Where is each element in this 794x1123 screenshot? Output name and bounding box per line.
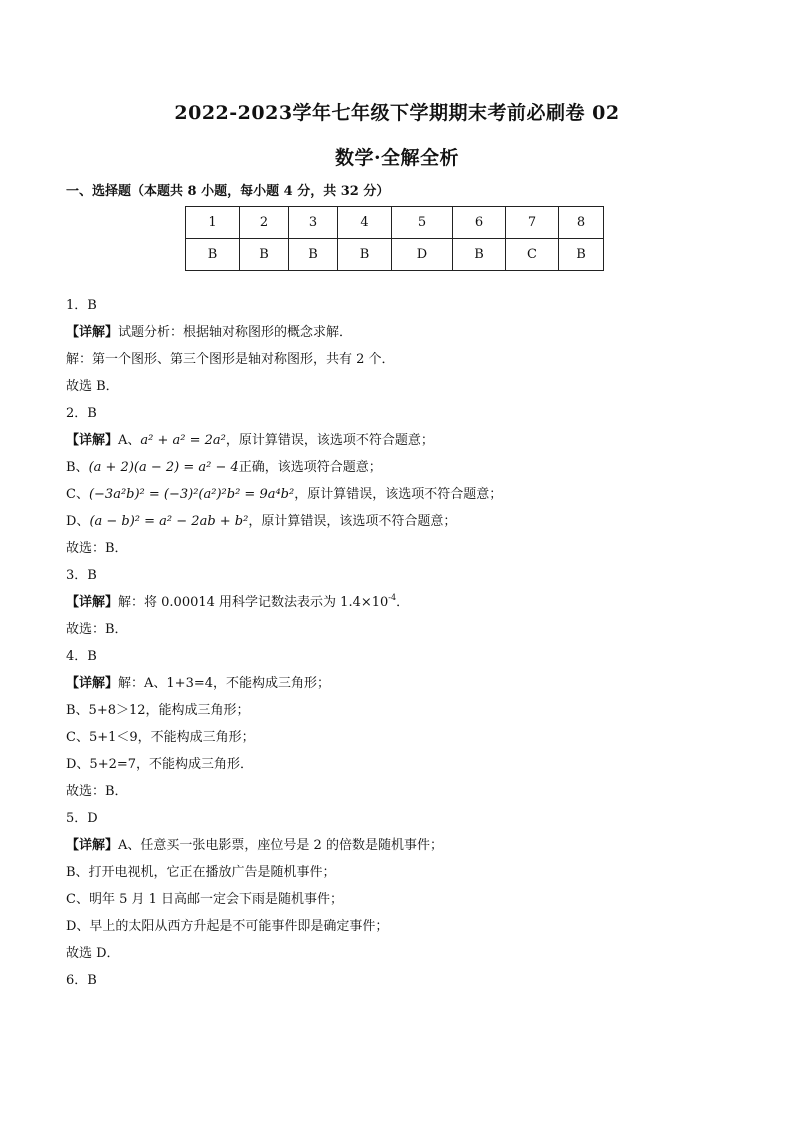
- q2-option-b: [66, 458, 746, 485]
- option-label: C、: [66, 487, 89, 502]
- q4-head: 4．B: [66, 649, 97, 664]
- q6-head: 6．B: [66, 973, 97, 988]
- option-label: B、: [66, 460, 89, 475]
- q2-d-text: ，原计算错误，该选项不符合题意；: [248, 514, 457, 529]
- q3-detail-text: 解：将 0.00014 用科学记数法表示为 1.4×10: [118, 595, 389, 610]
- q3-head: 3．B: [66, 568, 97, 583]
- q1-conclusion: 故选 B．: [66, 379, 119, 394]
- q2-b-text: 正确，该选项符合题意；: [238, 460, 382, 475]
- detail-tag: 【详解】: [66, 676, 119, 691]
- option-label: A、: [118, 433, 141, 448]
- q4-line1: [66, 674, 746, 701]
- answer-cell: B: [186, 239, 240, 271]
- question-number: 4: [338, 207, 392, 239]
- q5-head: 5．D: [66, 811, 98, 826]
- detail-tag: 【详解】: [66, 433, 119, 448]
- answer-table: [185, 206, 604, 271]
- question-number: 2: [240, 207, 289, 239]
- detail-tag: 【详解】: [66, 838, 119, 853]
- detail-tag: 【详解】: [66, 595, 119, 610]
- q4-line1-text: 解：A、1+3=4，不能构成三角形；: [118, 676, 331, 691]
- answer-cell: B: [559, 239, 604, 271]
- q2-head: 2．B: [66, 406, 97, 421]
- q2-a-math: a² + a² = 2a²: [140, 433, 226, 448]
- q4-line3: C、5+1＜9，不能构成三角形；: [66, 730, 255, 745]
- q4-line4: D、5+2=7，不能构成三角形．: [66, 757, 254, 772]
- question-number: 8: [559, 207, 604, 239]
- q3-exponent: -4: [388, 593, 397, 602]
- q3-end: ．: [396, 595, 410, 610]
- option-label: D、: [66, 514, 90, 529]
- question-number: 3: [289, 207, 338, 239]
- q3-conclusion: 故选：B．: [66, 622, 128, 637]
- q1-head: 1．B: [66, 298, 97, 313]
- answer-row: [186, 239, 604, 271]
- q4-line2: B、5+8＞12，能构成三角形；: [66, 703, 250, 718]
- answer-cell: B: [240, 239, 289, 271]
- answer-cell: D: [392, 239, 453, 271]
- q5-line1-text: A、任意买一张电影票，座位号是 2 的倍数是随机事件；: [118, 838, 443, 853]
- q1-line2: 解：第一个图形、第三个图形是轴对称图形，共有 2 个．: [66, 352, 395, 367]
- q2-conclusion: 故选：B．: [66, 541, 128, 556]
- question-number: 6: [453, 207, 506, 239]
- page-subtitle: 数学·全解全析: [334, 147, 460, 169]
- q2-c-math: (−3a²b)² = (−3)²(a²)²b² = 9a⁴b²: [88, 487, 295, 502]
- q3-detail: [66, 593, 746, 620]
- q2-d-math: (a − b)² = a² − 2ab + b²: [89, 514, 249, 529]
- q1-detail: [66, 323, 746, 350]
- q5-line1: [66, 836, 746, 863]
- q2-b-math: (a + 2)(a − 2) = a² − 4: [88, 460, 239, 475]
- q5-line2: B、打开电视机，它正在播放广告是随机事件；: [66, 865, 336, 880]
- q2-option-a: [66, 431, 746, 458]
- solutions: [66, 296, 746, 998]
- answer-cell: C: [506, 239, 559, 271]
- q5-conclusion: 故选 D．: [66, 946, 120, 961]
- q2-option-c: [66, 485, 746, 512]
- q5-line4: D、早上的太阳从西方升起是不可能事件即是确定事件；: [66, 919, 389, 934]
- q5-line3: C、明年 5 月 1 日高邮一定会下雨是随机事件；: [66, 892, 344, 907]
- question-number-row: [186, 207, 604, 239]
- answer-cell: B: [289, 239, 338, 271]
- q2-a-text: ，原计算错误，该选项不符合题意；: [225, 433, 434, 448]
- question-number: 7: [506, 207, 559, 239]
- q4-conclusion: 故选：B．: [66, 784, 128, 799]
- page-title: 2022-2023学年七年级下学期期末考前必刷卷 02: [174, 102, 620, 124]
- q2-c-text: ，原计算错误，该选项不符合题意；: [294, 487, 503, 502]
- question-number: 1: [186, 207, 240, 239]
- question-number: 5: [392, 207, 453, 239]
- q1-detail-text: 试题分析：根据轴对称图形的概念求解．: [118, 325, 353, 340]
- section-title: 一、选择题（本题共 8 小题，每小题 4 分，共 32 分）: [66, 184, 390, 199]
- detail-tag: 【详解】: [66, 325, 119, 340]
- q2-option-d: [66, 512, 746, 539]
- answer-cell: B: [453, 239, 506, 271]
- answer-cell: B: [338, 239, 392, 271]
